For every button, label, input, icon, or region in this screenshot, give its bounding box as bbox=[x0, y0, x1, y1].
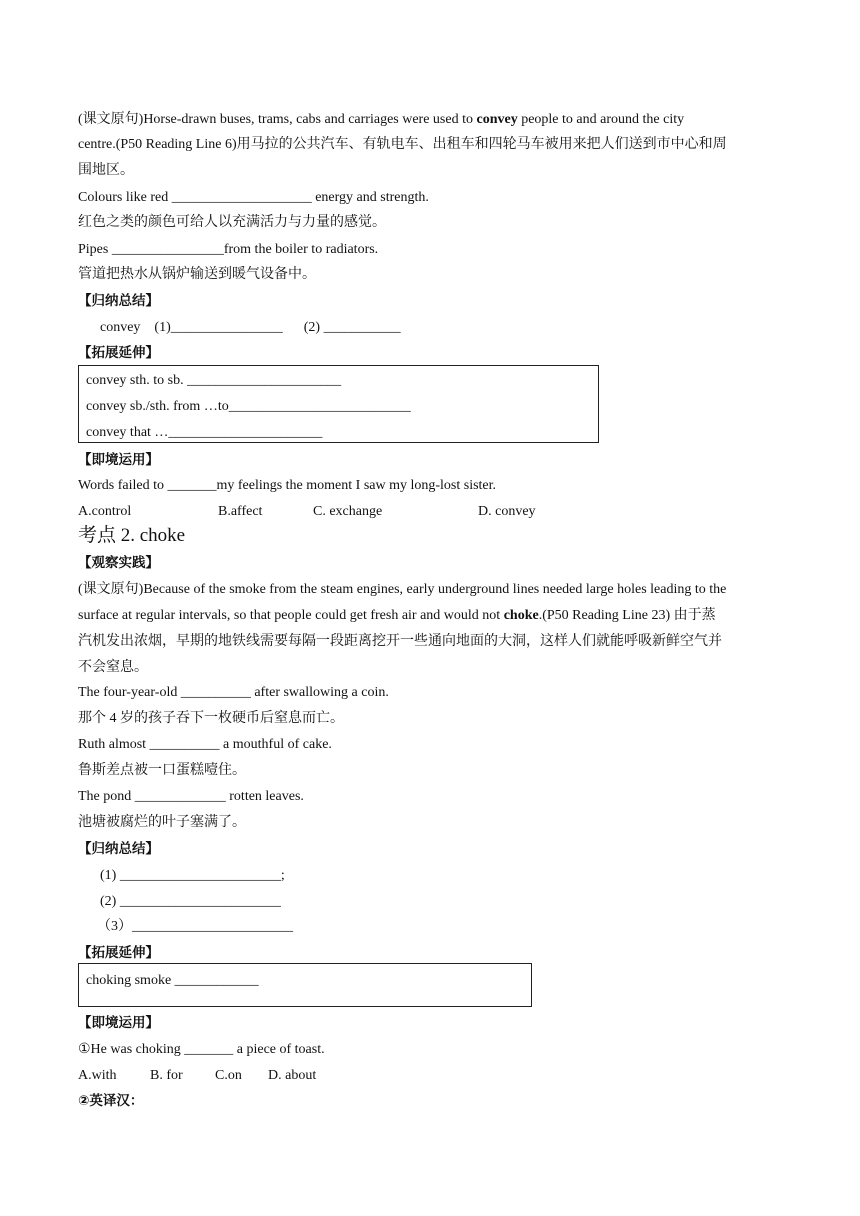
option-c: C.on bbox=[215, 1068, 242, 1083]
extension-item: choking smoke ____________ bbox=[86, 973, 259, 988]
option-a: A.with bbox=[78, 1068, 117, 1083]
extension-item: convey that …______________________ bbox=[86, 425, 323, 440]
section-2-title: 考点 2. choke bbox=[78, 525, 186, 546]
option-d: D. convey bbox=[478, 504, 536, 519]
option-b: B. for bbox=[150, 1068, 183, 1083]
example-2-zh: 管道把热水从锅炉输送到暖气设备中。 bbox=[78, 267, 316, 282]
quote-line-3: 围地区。 bbox=[78, 163, 134, 178]
option-c: C. exchange bbox=[313, 504, 383, 519]
observe-header: 【观察实践】 bbox=[78, 555, 159, 571]
extension-box bbox=[78, 963, 532, 1007]
summary-item: (2) _______________________ bbox=[100, 894, 281, 909]
application-question-2: ②英译汉： bbox=[78, 1093, 144, 1109]
quote-text: surface at regular intervals, so that people could get fresh air and would not bbox=[78, 608, 504, 623]
keyword-convey: convey bbox=[476, 112, 518, 127]
summary-header: 【归纳总结】 bbox=[78, 293, 159, 309]
example-1-en: The four-year-old __________ after swallowing a coin. bbox=[78, 685, 389, 700]
quote-text: .(P50 Reading Line 23) 由于蒸 bbox=[538, 608, 716, 623]
quote-text: (课文原句)Horse-drawn buses, trams, cabs and carriages were used to bbox=[78, 112, 477, 127]
quote-line-4: 不会窒息。 bbox=[78, 660, 148, 675]
example-3-en: The pond _____________ rotten leaves. bbox=[78, 789, 304, 804]
option-d: D. about bbox=[268, 1068, 317, 1083]
quote-line-2 bbox=[78, 607, 716, 625]
summary-header: 【归纳总结】 bbox=[78, 841, 159, 857]
example-2-en: Ruth almost __________ a mouthful of cake. bbox=[78, 737, 332, 752]
example-1-en: Colours like red ____________________ energy and strength. bbox=[78, 190, 429, 205]
application-question: Words failed to _______my feelings the moment I saw my long-lost sister. bbox=[78, 478, 497, 493]
extension-header: 【拓展延伸】 bbox=[78, 945, 159, 961]
quote-line-1: (课文原句)Because of the smoke from the steam engines, early underground lines needed large holes leading to the bbox=[78, 582, 727, 597]
summary-item: (1) _______________________; bbox=[100, 868, 285, 883]
extension-item: convey sth. to sb. ______________________ bbox=[86, 373, 342, 388]
option-a: A.control bbox=[78, 504, 132, 519]
example-1-zh: 红色之类的颜色可给人以充满活力与力量的感觉。 bbox=[78, 215, 386, 230]
application-header: 【即境运用】 bbox=[78, 1015, 159, 1031]
example-2-zh: 鲁斯差点被一口蛋糕噎住。 bbox=[78, 763, 246, 778]
quote-line-3: 汽机发出浓烟，早期的地铁线需要每隔一段距离挖开一些通向地面的大洞，这样人们就能呼吸新鲜空气并 bbox=[78, 634, 722, 649]
application-header: 【即境运用】 bbox=[78, 452, 159, 468]
example-1-zh: 那个 4 岁的孩子吞下一枚硬币后窒息而亡。 bbox=[78, 711, 344, 726]
quote-line-2: centre.(P50 Reading Line 6)用马拉的公共汽车、有轨电车、出租车和四轮马车被用来把人们送到市中心和周 bbox=[78, 137, 727, 152]
example-3-zh: 池塘被腐烂的叶子塞满了。 bbox=[78, 815, 246, 830]
extension-header: 【拓展延伸】 bbox=[78, 345, 159, 361]
application-question-1: ①He was choking _______ a piece of toast. bbox=[78, 1042, 325, 1057]
summary-line: convey (1)________________ (2) ___________ bbox=[100, 320, 401, 335]
quote-line-1 bbox=[78, 111, 684, 129]
option-b: B.affect bbox=[218, 504, 263, 519]
keyword-choke: choke bbox=[503, 608, 539, 623]
extension-box bbox=[78, 365, 599, 443]
quote-text: people to and around the city bbox=[517, 112, 685, 127]
extension-item: convey sb./sth. from …to__________________________ bbox=[86, 399, 411, 414]
summary-item: （3）_______________________ bbox=[97, 919, 293, 934]
example-2-en: Pipes ________________from the boiler to radiators. bbox=[78, 242, 379, 257]
